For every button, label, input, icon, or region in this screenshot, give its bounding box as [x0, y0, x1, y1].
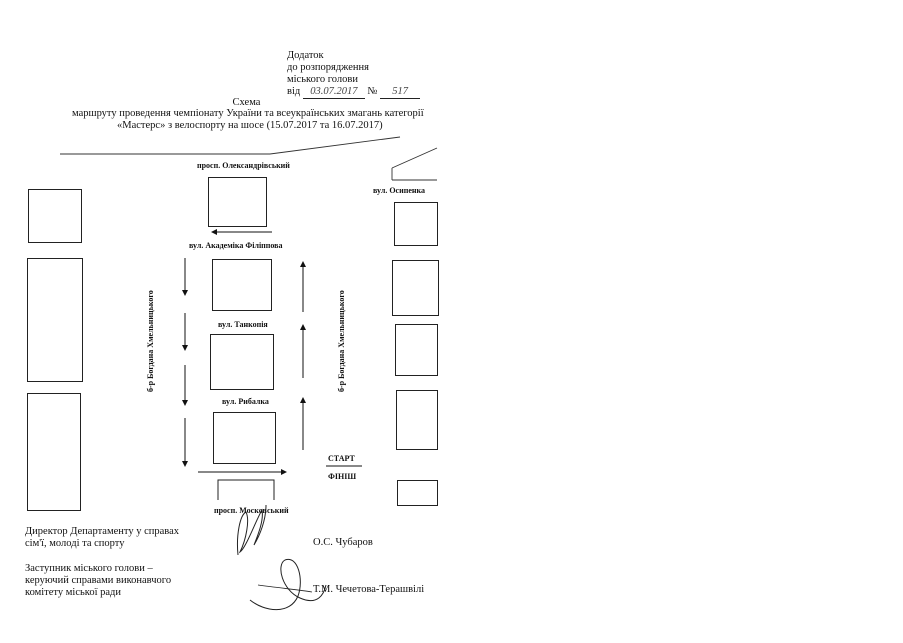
signature-2-stroke: [258, 585, 312, 592]
appendix-title: Додаток: [287, 50, 324, 61]
signer-2-position-line2: керуючий справами виконавчого: [25, 575, 172, 586]
start-label: СТАРТ: [328, 454, 355, 463]
appendix-line2: до розпорядження: [287, 62, 370, 73]
building-right-4: [396, 390, 438, 450]
building-left-3: [27, 393, 81, 511]
signer-2-position-line1: Заступник міського голови –: [25, 563, 153, 574]
building-center-3: [213, 412, 276, 464]
number-prefix: №: [367, 86, 378, 97]
moskovskyi-bracket: [218, 480, 274, 500]
street-left-vertical: б-р Богдана Хмельницького: [146, 290, 155, 392]
appendix-line3: міського голови: [287, 74, 358, 85]
street-tankopiia: вул. Танкопія: [218, 320, 268, 329]
street-rybalka: вул. Рибалка: [222, 397, 269, 406]
building-right-2: [392, 260, 439, 316]
street-bottom: просп. Московський: [214, 506, 289, 515]
signer-1-position-line1: Директор Департаменту у справах: [25, 526, 179, 537]
building-right-1: [394, 202, 438, 246]
building-right-3: [395, 324, 438, 376]
date-value: 03.07.2017: [303, 86, 365, 99]
osypenka-slope: [392, 148, 437, 168]
street-osypenka: вул. Осипенка: [373, 186, 425, 195]
building-center-2: [210, 334, 274, 390]
scheme-line1: маршруту проведення чемпіонату України та всеукраїнських змагань категорії: [72, 108, 424, 119]
scheme-title: Схема: [232, 97, 261, 108]
building-right-5: [397, 480, 438, 506]
building-top-center: [208, 177, 267, 227]
signer-1-position-line2: сім'ї, молоді та спорту: [25, 538, 125, 549]
date-prefix: від: [287, 86, 301, 97]
street-top: просп. Олександрівський: [197, 161, 290, 170]
scheme-line2: «Мастерс» з велоспорту на шосе (15.07.2017 та 16.07.2017): [117, 120, 383, 131]
street-right-vertical: б-р Богдана Хмельницького: [337, 290, 346, 392]
building-left-2: [27, 258, 83, 382]
street-filippova: вул. Академіка Філіппова: [189, 241, 283, 250]
number-value: 517: [380, 86, 420, 99]
finish-label: ФІНІШ: [328, 472, 357, 481]
top-street-slope: [270, 137, 400, 154]
building-center-1: [212, 259, 272, 311]
signer-2-position-line3: комітету міської ради: [25, 587, 121, 598]
signer-2-name: Т.М. Чечетова-Терашвілі: [313, 584, 425, 595]
building-left-1: [28, 189, 82, 243]
signer-1-name: О.С. Чубаров: [313, 537, 373, 548]
